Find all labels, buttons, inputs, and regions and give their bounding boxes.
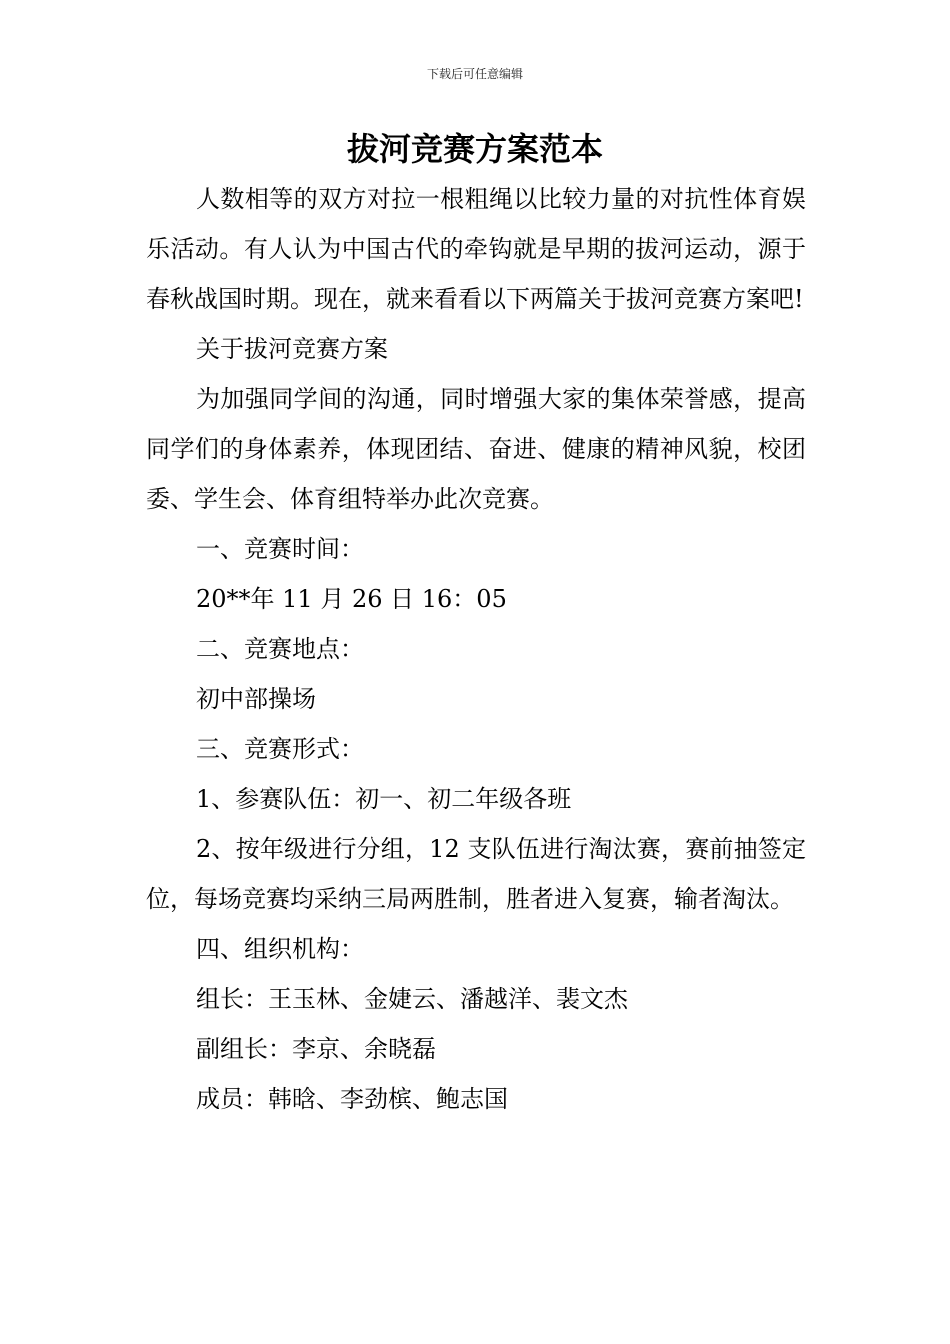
organization-heading: 四、组织机构： <box>196 935 364 963</box>
purpose-paragraph: 为加强同学间的沟通，同时增强大家的集体荣誉感，提高同学们的身体素养，体现团结、奋进、健康的精神风貌，校团委、学生会、体育组特举办此次竞赛。 <box>146 385 806 513</box>
format-item-1: 1、参赛队伍：初一、初二年级各班 <box>196 785 572 813</box>
document-body <box>146 174 806 1124</box>
location-value: 初中部操场 <box>196 685 316 713</box>
time-value: 20**年 11 月 26 日 16：05 <box>196 585 507 613</box>
format-heading: 三、竞赛形式： <box>196 735 364 763</box>
organization-leaders: 组长：王玉林、金婕云、潘越洋、裴文杰 <box>196 985 628 1013</box>
location-heading: 二、竞赛地点： <box>196 635 364 663</box>
header-note: 下载后可任意编辑 <box>426 67 523 81</box>
organization-deputies: 副组长：李京、余晓磊 <box>196 1035 436 1063</box>
format-item-2: 2、按年级进行分组，12 支队伍进行淘汰赛，赛前抽签定位，每场竞赛均采纳三局两胜制，胜者进入复赛，输者淘汰。 <box>146 835 806 913</box>
section-heading: 关于拔河竞赛方案 <box>196 335 388 363</box>
organization-members: 成员：韩晗、李劲槟、鲍志国 <box>196 1085 508 1113</box>
time-heading: 一、竞赛时间： <box>196 535 364 563</box>
document-title: 拔河竞赛方案范本 <box>346 130 603 168</box>
intro-paragraph: 人数相等的双方对拉一根粗绳以比较力量的对抗性体育娱乐活动。有人认为中国古代的牵钩就是早期的拔河运动，源于 春秋战国时期。现在，就来看看以下两篇关于拔河竞赛方案吧! <box>146 185 806 313</box>
